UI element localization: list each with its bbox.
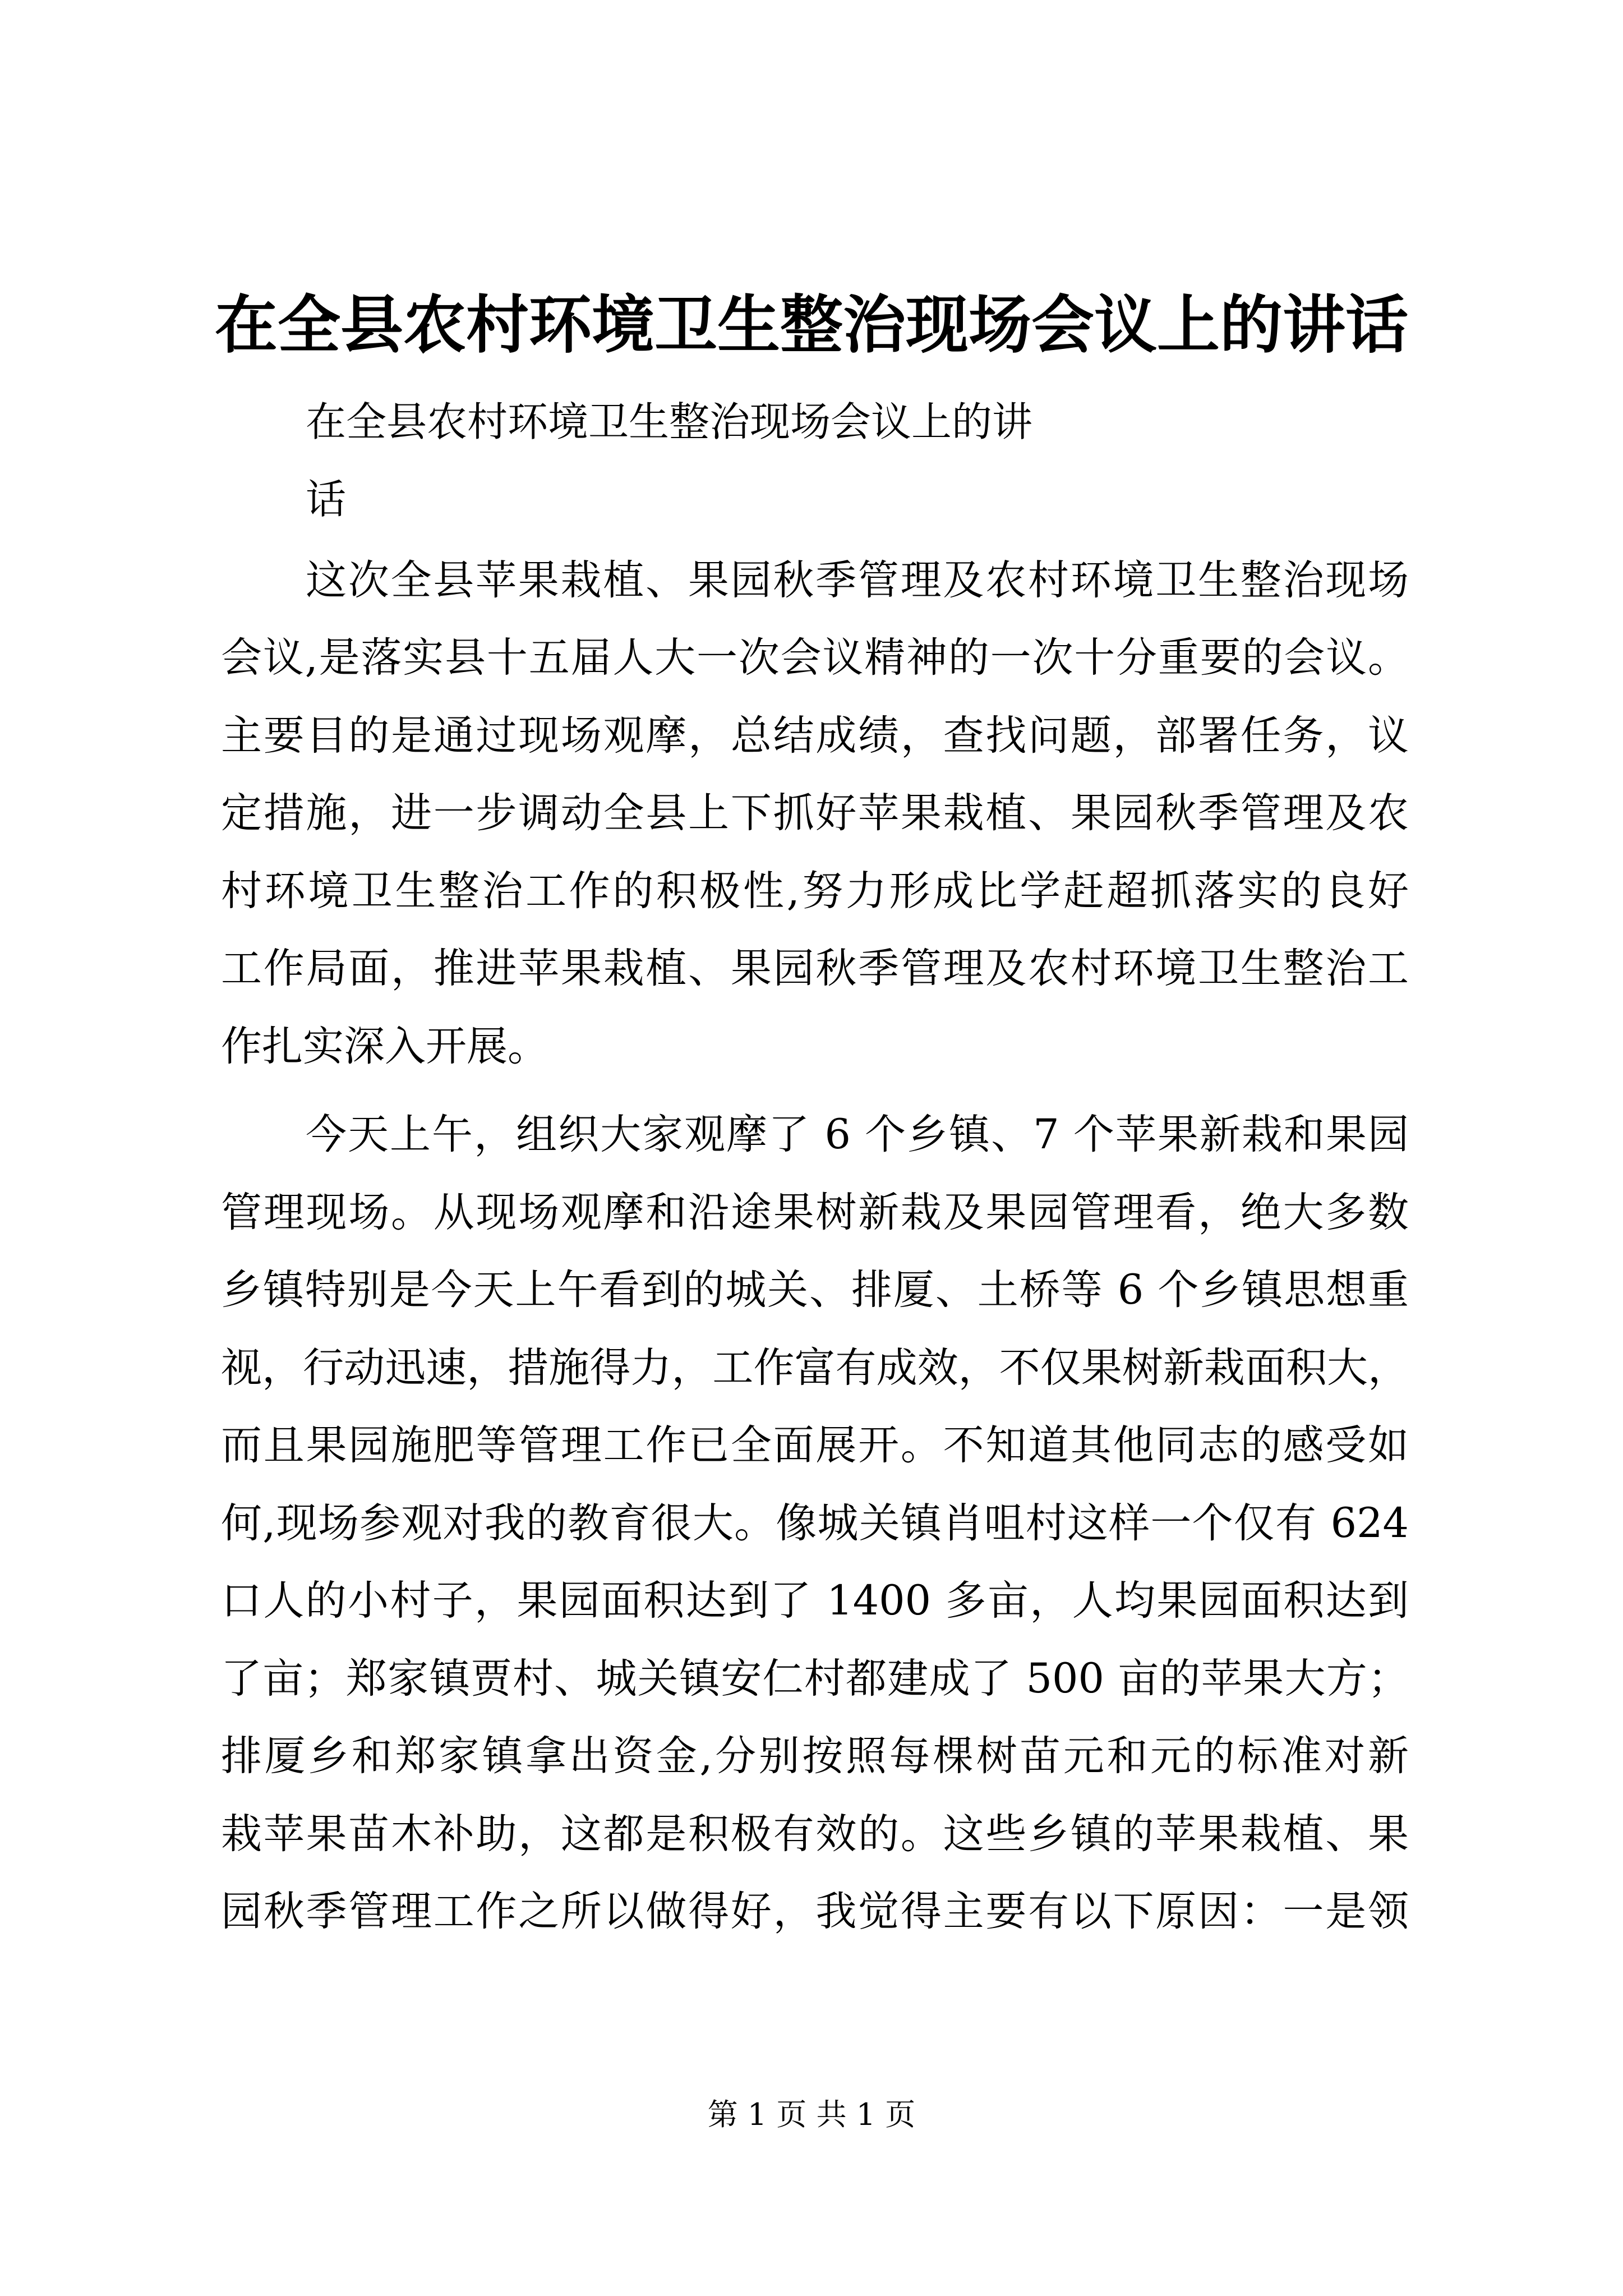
paragraph-2-line: 栽苹果苗木补助，这都是积极有效的。这些乡镇的苹果栽植、果	[221, 1810, 1409, 1858]
paragraph-2-line: 视，行动迅速，措施得力，工作富有成效，不仅果树新栽面积大，	[221, 1344, 1409, 1392]
paragraph-2-line: 排厦乡和郑家镇拿出资金,分别按照每棵树苗元和元的标准对新	[221, 1732, 1409, 1780]
paragraph-2-line: 乡镇特别是今天上午看到的城关、排厦、土桥等 6 个乡镇思想重	[221, 1266, 1409, 1314]
paragraph-1-line: 这次全县苹果栽植、果园秋季管理及农村环境卫生整治现场	[306, 556, 1409, 604]
paragraph-2-line: 园秋季管理工作之所以做得好，我觉得主要有以下原因：一是领	[221, 1888, 1409, 1935]
paragraph-1-line: 工作局面，推进苹果栽植、果园秋季管理及农村环境卫生整治工	[221, 945, 1409, 992]
paragraph-1-line: 定措施，进一步调动全县上下抓好苹果栽植、果园秋季管理及农	[221, 789, 1409, 837]
document-title: 在全县农村环境卫生整治现场会议上的讲话	[215, 288, 1408, 362]
page-footer: 第 1 页 共 1 页	[707, 2097, 916, 2132]
paragraph-2-line: 何,现场参观对我的教育很大。像城关镇肖咀村这样一个仅有 624	[221, 1499, 1409, 1547]
paragraph-2-line: 今天上午，组织大家观摩了 6 个乡镇、7 个苹果新栽和果园	[306, 1111, 1409, 1158]
paragraph-2-line: 而且果园施肥等管理工作已全面展开。不知道其他同志的感受如	[221, 1421, 1409, 1469]
paragraph-1-line: 主要目的是通过现场观摩，总结成绩，查找问题，部署任务，议	[221, 712, 1409, 760]
paragraph-1-line: 村环境卫生整治工作的积极性,努力形成比学赶超抓落实的良好	[221, 867, 1409, 915]
subtitle-line-1: 在全县农村环境卫生整治现场会议上的讲	[306, 398, 1033, 445]
subtitle-line-2: 话	[306, 476, 347, 523]
paragraph-1-line: 会议,是落实县十五届人大一次会议精神的一次十分重要的会议。	[221, 634, 1409, 682]
paragraph-1-line: 作扎实深入开展。	[221, 1023, 548, 1070]
paragraph-2-line: 口人的小村子，果园面积达到了 1400 多亩，人均果园面积达到	[221, 1577, 1409, 1625]
paragraph-2-line: 了亩；郑家镇贾村、城关镇安仁村都建成了 500 亩的苹果大方；	[221, 1655, 1409, 1703]
paragraph-2-line: 管理现场。从现场观摩和沿途果树新栽及果园管理看，绝大多数	[221, 1189, 1409, 1236]
